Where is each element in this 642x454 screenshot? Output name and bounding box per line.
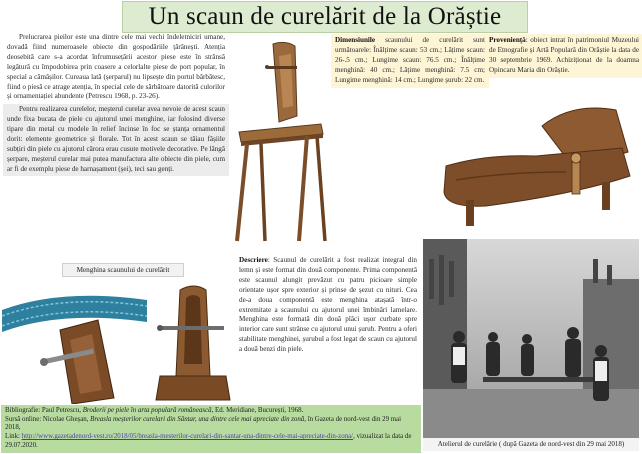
menghina-caption: Menghina scaunului de curelărit [62, 263, 184, 277]
bibliography-book-suffix: , Ed. Meridiane, București, 1968. [211, 407, 304, 414]
provenance-text: : obiect intrat în patrimoniul Muzeului de Etnografie și Artă Populară din Orăștie la data de 30 septembrie 1969. Achiziționat de la doamna Opincaru Maria din Orăștie. [489, 36, 639, 74]
bibliography-book-title: Broderii pe piele în arta populară românească [82, 407, 212, 414]
bibliography-line-2 [5, 416, 417, 433]
menghina-belt-photo [2, 280, 147, 404]
dimensions-note [331, 34, 489, 88]
source-link[interactable]: http://www.gazetadenord-vest.ro/2018/05/breasla-mesterilor-curelari-din-santar-una-dintre-cele-mai-apreciate-din-zona/ [21, 433, 354, 441]
intro-paragraph-1: Prelucrarea pieilor este una dintre cele mai vechi îndeletniciri umane, dovadă fiind numeroasele obiecte din gospodăriile țărănești. Atenția deosebită care s-a acordat înfrumusețării acestor piese este în strânsă legătură cu împodobirea prin coasere a celorlalte piese de port popular, în special a cămășilor. Cureaua lată (șerparul) nu lipsește din portul bărbătesc, fiind o piesă ce atrage atenția, în special cele de sărbătoare datorită culorilor și ornamentației abundente (Petrescu 1968, p. 23-26). [7, 33, 225, 101]
description-paragraph [239, 256, 417, 355]
workshop-photo [423, 239, 639, 438]
page-title-text: Un scaun de curelărit de la Orăștie [148, 3, 502, 30]
workshop-caption: Atelierul de curelărie ( după Gazeta de nord-vest din 29 mai 2018) [423, 438, 639, 451]
online-source-title: Breasla meșterilor curelari din Sântar, una dintre cele mai apreciate din zonă [90, 415, 305, 423]
bibliography-line-1 [5, 407, 417, 416]
bibliography-block [1, 405, 421, 453]
bibliography-line-3 [5, 433, 417, 450]
vice-top-photo [426, 96, 640, 236]
bibliography-prefix: Bibliografie: Paul Petrescu, [5, 407, 83, 414]
link-suffix: , vizualizat la data de 29.07.2020. [5, 433, 412, 449]
dimensions-text: scaunului de curelărit sunt următoarele: Înălțime scaun: 53 cm.; Lățime scaun: 26-.5 cm.; Lungime scaun: 76.5 cm.; Înălțime menghină: 40 cm.; Lățime menghină: 7.5 cm; Lungime menghină: 14 cm.; Lungime șurub: 22 cm. [335, 36, 485, 84]
provenance-label: Proveniență [489, 36, 526, 44]
menghina-photo [150, 280, 236, 404]
description-label: Descriere [239, 256, 268, 264]
online-source-prefix: Sursă online: Nicolae Gheșan, [5, 415, 91, 423]
description-text: : Scaunul de curelărit a fost realizat integral din lemn și este format din două componente. Prima componentă este scaunul alungit prevăzut cu patru picioare simple orientate ușor spre exterior și prinse de șezut cu nituri. Cea de-a doua componentă este menghina atașată într-o extremitate a scaunului cu ajutorul unei îmbinări lamelare. Menghina este formată din două plăci ușor curbate spre interior care sunt strânse cu ajutorul unui șurub. Pentru a oferi stabilitate menghinei, șurubul a fost legat de scaun cu ajutorul a două benzi din piele. [239, 256, 417, 354]
intro-paragraph-2-box [3, 104, 229, 175]
intro-paragraph-2: Pentru realizarea curelelor, meșterul curelar avea nevoie de acest scaun unde fixa bucata de piele cu ajutorul unei menghine, iar folosind diverse tipare din metal cu modele în relief încinse în foc se ștanța ornamentul dorit: elemente geometrice și florale. Tot în acest scaun se tăiau fâșiile subțiri din piele cu ajutorul cărora erau cusute motivele decorative. Pe lângă șerpare, meșterul curelar mai putea manufactura alte obiecte din piele, cum ar fi de exemplu piese de harnașament (șei), teci sau genți. [7, 105, 225, 173]
provenance-note [485, 34, 642, 78]
dimensions-label: Dimensiunile [335, 36, 376, 44]
link-prefix: Link: [5, 433, 22, 441]
description-text-block [239, 256, 417, 355]
online-source-suffix: , în Gazeta de nord-vest din 29 mai 2018, [5, 415, 402, 432]
chair-photo [233, 36, 327, 250]
page-title [122, 1, 528, 33]
intro-text-block [3, 33, 229, 251]
